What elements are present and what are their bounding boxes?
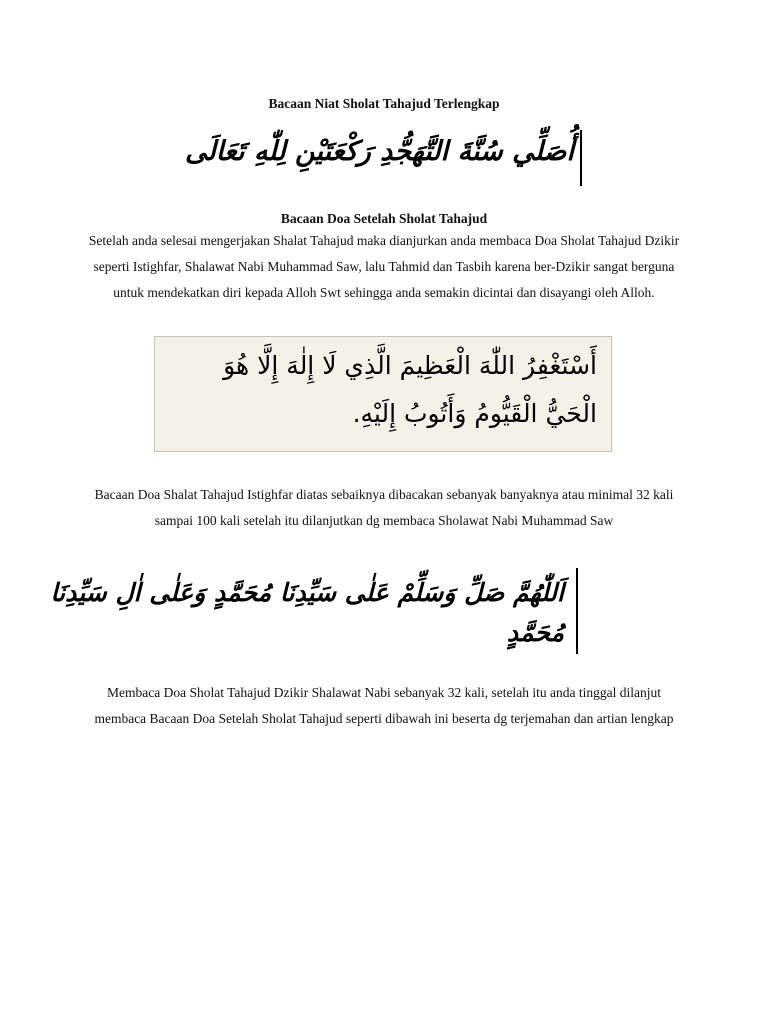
doa-heading: Bacaan Doa Setelah Sholat Tahajud [280, 211, 488, 226]
shalawat-arabic-image [50, 566, 578, 658]
istighfar-line-1: أَسْتَغْفِرُ اللّٰهَ الْعَظِيمَ الَّذِي لَا إِلٰهَ إِلَّا هُوَ [223, 351, 597, 380]
shalawat-line-2: مُحَمَّدٍ [506, 618, 564, 647]
divider-bar [576, 568, 578, 654]
istighfar-line-2: الْحَيُّ الْقَيُّومُ وَأَتُوبُ إِلَيْهِ. [352, 399, 597, 428]
niat-arabic-image [182, 126, 582, 188]
page-title: Bacaan Niat Sholat Tahajud Terlengkap [268, 96, 500, 111]
shalawat-line-1: اَللّٰهُمَّ صَلِّ وَسَلِّمْ عَلٰى سَيِّدِنَا مُحَمَّدٍ وَعَلٰى اٰلِ سَيِّدِنَا [50, 578, 564, 607]
niat-arabic-text: أُصَلِّي سُنَّةَ التَّهَجُّدِ رَكْعَتَيْنِ لِلّٰهِ تَعَالَى [185, 136, 574, 167]
paragraph-istighfar: Bacaan Doa Shalat Tahajud Istighfar diatas sebaiknya dibacakan sebanyak banyaknya atau minimal 32 kali sampai 100 kali setelah itu dilanjutkan dg membaca Sholawat Nabi Muhammad Saw [94, 487, 674, 528]
paragraph-shalawat: Membaca Doa Sholat Tahajud Dzikir Shalawat Nabi sebanyak 32 kali, setelah itu anda tinggal dilanjut membaca Bacaan Doa Setelah Sholat Tahajud seperti dibawah ini beserta dg terjemahan dan artian lengkap [94, 685, 674, 726]
paragraph-intro: Setelah anda selesai mengerjakan Shalat Tahajud maka dianjurkan anda membaca Doa Sholat Tahajud Dzikir seperti Istighfar, Shalawat Nabi Muhammad Saw, lalu Tahmid dan Tasbih karena ber-Dzikir sangat berguna untuk mendekatkan diri kepada Alloh Swt sehingga anda semakin dicintai dan disayangi oleh Alloh. [88, 233, 680, 300]
divider-bar [580, 130, 582, 186]
istighfar-arabic-image [154, 336, 612, 452]
